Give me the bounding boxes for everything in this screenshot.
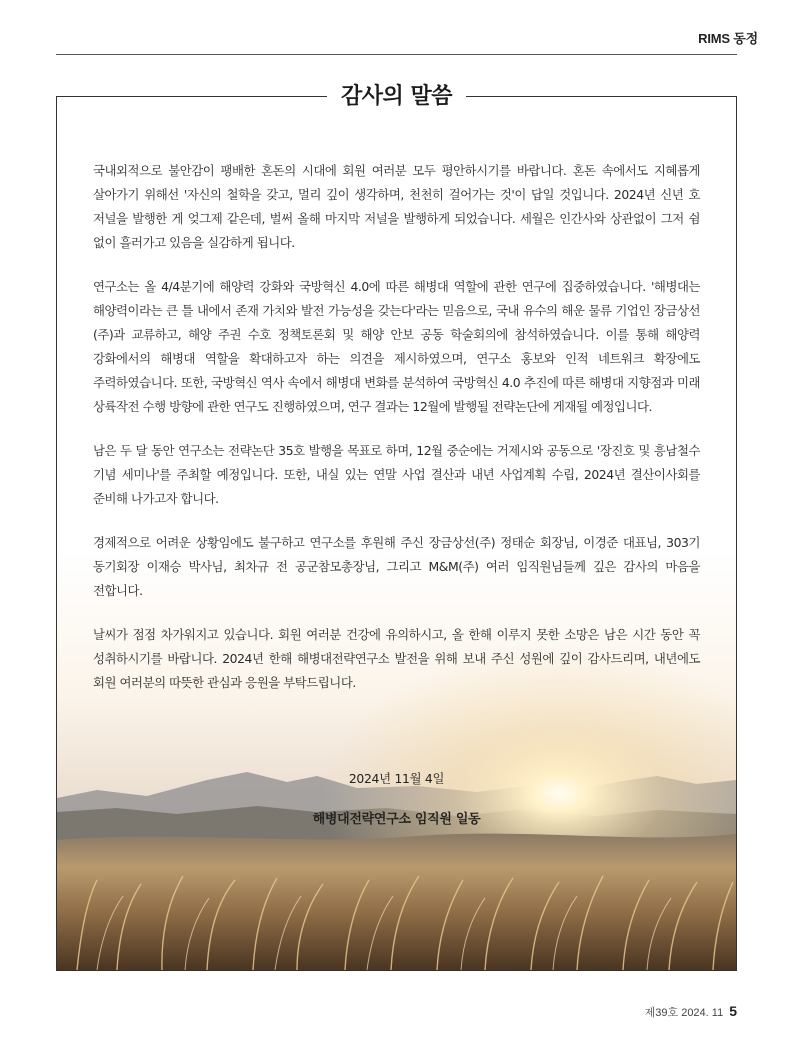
page-footer [645,1003,737,1020]
paragraph: 남은 두 달 동안 연구소는 전략논단 35호 발행을 목표로 하며, 12월 중순에는 거제시와 공동으로 '장진호 및 흥남철수 기념 세미나'를 주최할 예정입니다. 또한, 내실 있는 연말 사업 결산과 내년 사업계획 수립, 2024년 결산이사회를 준비해 나가고자 합니다. [93,443,700,506]
paragraph: 국내외적으로 불안감이 팽배한 혼돈의 시대에 회원 여러분 모두 평안하시기를 바랍니다. 혼돈 속에서도 지혜롭게 살아가기 위해선 '자신의 철학을 갖고, 멀리 깊이 생각하며, 천천히 걸어가는 것'이 답일 것입니다. 2024년 신년 호 저널을 발행한 게 엊그제 같은데, 벌써 올해 마지막 저널을 발행하게 되었습니다. 세월은 인간사와 상관없이 그저 쉼 없이 흘러가고 있음을 실감하게 됩니다. [93,163,700,250]
letter-frame [56,96,737,971]
letter-signature: 해병대전략연구소 임직원 일동 [312,812,481,827]
letter-date: 2024년 11월 4일 [348,771,445,786]
header-divider [56,54,737,55]
issue-label: 제39호 2024. 11 [644,1007,724,1019]
paragraph: 경제적으로 어려운 상황임에도 불구하고 연구소를 후원해 주신 장금상선(주) 정태순 회장님, 이경준 대표님, 303기 동기회장 이재승 박사님, 최차규 전 공군참모총장님, 그리고 M&M(주) 여러 임직원님들께 깊은 감사의 마음을 전합니다. [93,535,700,598]
letter-body [93,159,700,715]
paragraph: 날씨가 점점 차가워지고 있습니다. 회원 여러분 건강에 유의하시고, 올 한해 이루지 못한 소망은 남은 시간 동안 꼭 성취하시기를 바랍니다. 2024년 한해 해병대전략연구소 발전을 위해 보내 주신 성원에 깊이 감사드리며, 내년에도 회원 여러분의 따뜻한 관심과 응원을 부탁드립니다. [93,627,700,690]
section-label: RIMS 동정 [698,31,758,46]
page-title: 감사의 말씀 [327,80,466,114]
page-number: 5 [729,1003,737,1019]
title-banner [0,80,793,114]
paragraph: 연구소는 올 4/4분기에 해양력 강화와 국방혁신 4.0에 따른 해병대 역할에 관한 연구에 집중하였습니다. '해병대는 해양력이라는 큰 틀 내에서 존재 가치와 발전 가능성을 갖는다'라는 믿음으로, 국내 유수의 해운 물류 기업인 장금상선(주)과 교류하고, 해양 주권 수호 정책토론회 및 해양 안보 공동 학술회의에 참석하였습니다. 이를 통해 해양력 강화에서의 해병대 역할을 확대하고자 하는 의견을 제시하였으며, 연구소 홍보와 인적 네트워크 확장에도 주력하였습니다. 또한, 국방혁신 역사 속에서 해병대 변화를 분석하여 국방혁신 4.0 추진에 따른 해병대 지향점과 미래 상륙작전 수행 방향에 관한 연구도 진행하였으며, 연구 결과는 12월에 발행될 전략논단에 게재될 예정입니다. [93,279,700,414]
